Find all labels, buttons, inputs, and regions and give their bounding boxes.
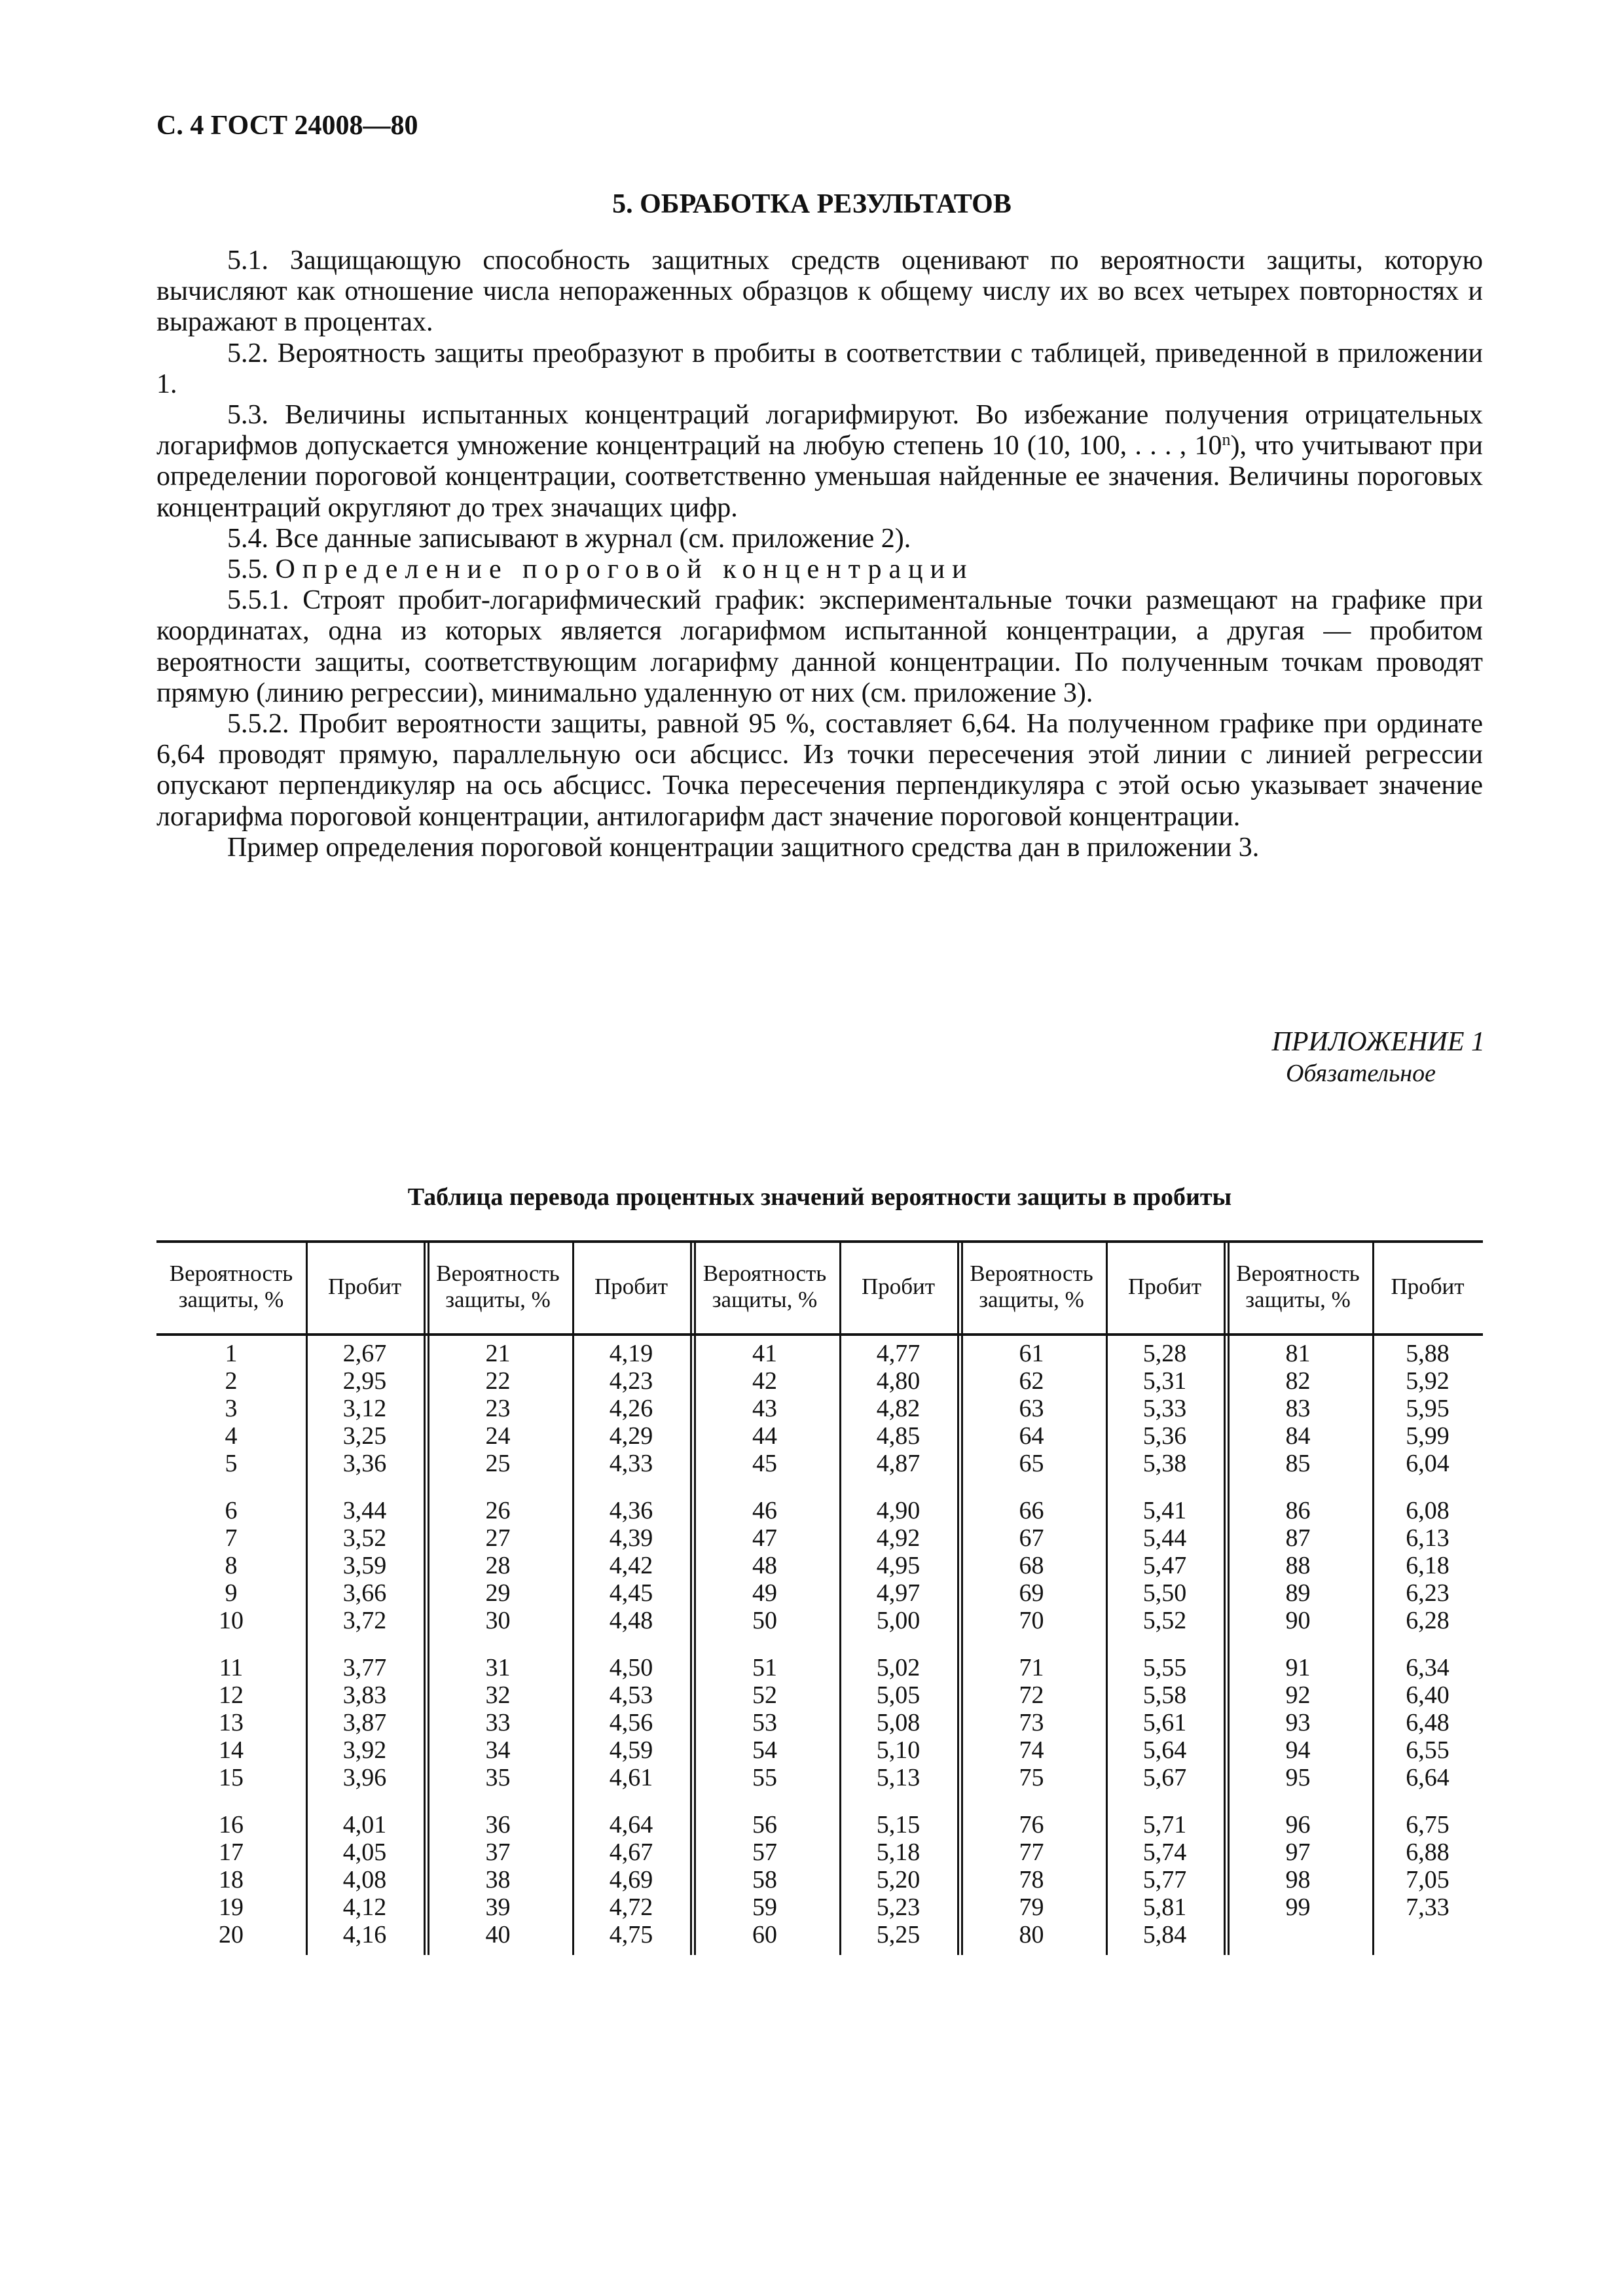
table-header-divider <box>156 1333 1483 1336</box>
probit-cell: 4,42 <box>609 1552 653 1579</box>
probit-cell: 4,64 <box>609 1811 653 1839</box>
paragraph-5-5 <box>156 554 1483 585</box>
probit-cell: 3,59 <box>342 1552 387 1579</box>
probability-cell: 82 <box>1285 1367 1311 1395</box>
probability-cell: 6 <box>225 1497 238 1524</box>
probit-cell: 2,95 <box>342 1367 387 1395</box>
probability-cell: 15 <box>219 1764 244 1791</box>
paragraph-5-5-title: Определение пороговой концентрации <box>275 554 974 585</box>
probability-cell: 22 <box>485 1367 511 1395</box>
probability-cell: 32 <box>485 1681 511 1709</box>
probit-cell: 5,00 <box>876 1607 921 1634</box>
probit-cell: 5,28 <box>1142 1340 1187 1367</box>
paragraph-5-3-part2: ), что учитывают при определении пороговой концентрации, соответственно уменьшая найденные ее значения. Величины пороговых концентраций округляют до трех значащих цифр. <box>156 431 1483 523</box>
probability-cell: 38 <box>485 1866 511 1893</box>
probit-cell: 4,97 <box>876 1579 921 1607</box>
probability-cell: 77 <box>1019 1839 1044 1866</box>
probit-cell: 7,05 <box>1406 1866 1450 1893</box>
probability-cell: 62 <box>1019 1367 1044 1395</box>
probability-cell: 58 <box>752 1866 777 1893</box>
probability-cell: 46 <box>752 1497 777 1524</box>
probit-cell: 3,36 <box>342 1450 387 1477</box>
probability-cell: 47 <box>752 1524 777 1552</box>
table-header-cell: Вероятность защиты, % <box>169 1261 293 1312</box>
probit-cell: 5,13 <box>876 1764 921 1791</box>
probit-cell: 6,34 <box>1406 1654 1450 1681</box>
probit-cell: 5,95 <box>1406 1395 1450 1422</box>
probit-cell: 5,67 <box>1142 1764 1187 1791</box>
section-body <box>156 245 1483 863</box>
probit-cell: 3,66 <box>342 1579 387 1607</box>
probability-cell: 19 <box>219 1893 244 1921</box>
probability-cell: 9 <box>225 1579 238 1607</box>
probit-cell: 4,72 <box>609 1893 653 1921</box>
probability-cell: 37 <box>485 1839 511 1866</box>
probability-cell: 60 <box>752 1921 777 1948</box>
probability-cell: 72 <box>1019 1681 1044 1709</box>
probit-cell: 5,05 <box>876 1681 921 1709</box>
probability-cell: 99 <box>1285 1893 1311 1921</box>
probit-cell: 5,64 <box>1142 1736 1187 1764</box>
probability-cell: 24 <box>485 1422 511 1450</box>
probit-cell: 4,92 <box>876 1524 921 1552</box>
probit-cell: 5,92 <box>1406 1367 1450 1395</box>
probit-cell: 4,36 <box>609 1497 653 1524</box>
probability-cell: 17 <box>219 1839 244 1866</box>
probability-cell: 51 <box>752 1654 777 1681</box>
appendix-title: ПРИЛОЖЕНИЕ 1 <box>1271 1027 1485 1057</box>
probability-cell: 3 <box>225 1395 238 1422</box>
probit-cell: 4,95 <box>876 1552 921 1579</box>
probit-cell: 4,26 <box>609 1395 653 1422</box>
probit-cell: 5,81 <box>1142 1893 1187 1921</box>
table-header-cell: Пробит <box>327 1274 402 1299</box>
probability-cell: 10 <box>219 1607 244 1634</box>
probit-cell: 4,53 <box>609 1681 653 1709</box>
probability-cell: 18 <box>219 1866 244 1893</box>
probit-cell: 5,52 <box>1142 1607 1187 1634</box>
table-header-cell: Пробит <box>861 1274 936 1299</box>
probability-cell: 57 <box>752 1839 777 1866</box>
probability-cell: 80 <box>1019 1921 1044 1948</box>
probability-cell: 35 <box>485 1764 511 1791</box>
probit-cell: 5,10 <box>876 1736 921 1764</box>
probability-cell: 63 <box>1019 1395 1044 1422</box>
probability-cell: 91 <box>1285 1654 1311 1681</box>
probability-cell: 8 <box>225 1552 238 1579</box>
probit-cell: 4,23 <box>609 1367 653 1395</box>
probability-cell: 97 <box>1285 1839 1311 1866</box>
probability-cell: 92 <box>1285 1681 1311 1709</box>
probability-cell: 96 <box>1285 1811 1311 1839</box>
table-header-cell: Вероятность защиты, % <box>1236 1261 1360 1312</box>
probability-cell: 40 <box>485 1921 511 1948</box>
probit-cell: 4,01 <box>342 1811 387 1839</box>
probability-cell: 31 <box>485 1654 511 1681</box>
paragraph-5-4: 5.4. Все данные записывают в журнал (см. приложение 2). <box>227 523 911 554</box>
table-header-cell: Пробит <box>1391 1274 1465 1299</box>
probability-cell: 55 <box>752 1764 777 1791</box>
probit-cell: 5,41 <box>1142 1497 1187 1524</box>
probability-cell: 90 <box>1285 1607 1311 1634</box>
probability-cell: 75 <box>1019 1764 1044 1791</box>
probit-cell: 5,99 <box>1406 1422 1450 1450</box>
probit-cell: 5,08 <box>876 1709 921 1736</box>
probit-cell: 5,31 <box>1142 1367 1187 1395</box>
probit-cell: 5,38 <box>1142 1450 1187 1477</box>
probit-cell: 5,15 <box>876 1811 921 1839</box>
probability-cell: 71 <box>1019 1654 1044 1681</box>
probit-cell: 5,55 <box>1142 1654 1187 1681</box>
probability-cell: 70 <box>1019 1607 1044 1634</box>
probit-cell: 4,29 <box>609 1422 653 1450</box>
probit-cell: 3,92 <box>342 1736 387 1764</box>
probit-cell: 5,74 <box>1142 1839 1187 1866</box>
probability-cell: 73 <box>1019 1709 1044 1736</box>
probability-cell: 98 <box>1285 1866 1311 1893</box>
probability-cell: 79 <box>1019 1893 1044 1921</box>
probit-cell: 4,08 <box>342 1866 387 1893</box>
probability-cell: 53 <box>752 1709 777 1736</box>
probability-cell: 67 <box>1019 1524 1044 1552</box>
probit-cell: 5,58 <box>1142 1681 1187 1709</box>
probit-cell: 4,19 <box>609 1340 653 1367</box>
probit-cell: 6,28 <box>1406 1607 1450 1634</box>
table-header-cell: Вероятность защиты, % <box>702 1261 827 1312</box>
probit-cell: 6,23 <box>1406 1579 1450 1607</box>
paragraph-5-3-part1: 5.3. Величины испытанных концентраций логарифмируют. Во избежание получения отрицательных логарифмов допускается умножение концентраций на любую степень 10 (10, 100, . . . , 10 <box>156 400 1483 461</box>
probit-cell: 4,75 <box>609 1921 653 1948</box>
probability-cell: 36 <box>485 1811 511 1839</box>
probability-cell: 74 <box>1019 1736 1044 1764</box>
probability-cell: 43 <box>752 1395 777 1422</box>
probability-cell: 20 <box>219 1921 244 1948</box>
probit-cell: 5,25 <box>876 1921 921 1948</box>
paragraph-5-3 <box>156 400 1483 524</box>
probability-cell: 61 <box>1019 1340 1044 1367</box>
probit-cell: 4,39 <box>609 1524 653 1552</box>
probability-cell: 59 <box>752 1893 777 1921</box>
probability-cell: 2 <box>225 1367 238 1395</box>
probit-cell: 6,64 <box>1406 1764 1450 1791</box>
probit-cell: 5,61 <box>1142 1709 1187 1736</box>
page-header: С. 4 ГОСТ 24008—80 <box>156 111 418 141</box>
paragraph-5-5-1: 5.5.1. Строят пробит-логарифмический график: экспериментальные точки размещают на графике при координатах, одна из которых является логарифмом испытанной концентрации, а другая — пробитом вероятности защиты, соответствующим логарифму данной концентрации. По полученным точкам проводят прямую (линию регрессии), минимально удаленную от них (см. приложение 3). <box>156 585 1483 708</box>
probit-cell: 4,59 <box>609 1736 653 1764</box>
probability-cell: 49 <box>752 1579 777 1607</box>
probit-cell: 4,56 <box>609 1709 653 1736</box>
probit-cell: 3,87 <box>342 1709 387 1736</box>
probit-cell: 5,71 <box>1142 1811 1187 1839</box>
probability-cell: 45 <box>752 1450 777 1477</box>
probit-cell: 6,88 <box>1406 1839 1450 1866</box>
probability-cell: 4 <box>225 1422 238 1450</box>
probability-cell: 95 <box>1285 1764 1311 1791</box>
probit-cell: 3,25 <box>342 1422 387 1450</box>
probit-cell: 5,36 <box>1142 1422 1187 1450</box>
probit-cell: 6,13 <box>1406 1524 1450 1552</box>
probit-cell: 7,33 <box>1406 1893 1450 1921</box>
probability-cell: 14 <box>219 1736 244 1764</box>
probability-cell: 86 <box>1285 1497 1311 1524</box>
superscript-n: n <box>1222 430 1231 450</box>
probability-cell: 54 <box>752 1736 777 1764</box>
probability-cell: 41 <box>752 1340 777 1367</box>
probit-cell: 3,72 <box>342 1607 387 1634</box>
probit-cell: 4,48 <box>609 1607 653 1634</box>
probit-cell: 4,80 <box>876 1367 921 1395</box>
probit-cell: 5,23 <box>876 1893 921 1921</box>
probability-cell: 89 <box>1285 1579 1311 1607</box>
probability-cell: 7 <box>225 1524 238 1552</box>
probability-cell: 12 <box>219 1681 244 1709</box>
probit-cell: 3,44 <box>342 1497 387 1524</box>
probit-cell: 5,84 <box>1142 1921 1187 1948</box>
probability-cell: 11 <box>219 1654 244 1681</box>
probability-cell: 39 <box>485 1893 511 1921</box>
probit-cell: 6,55 <box>1406 1736 1450 1764</box>
section-title: 5. ОБРАБОТКА РЕЗУЛЬТАТОВ <box>612 189 1012 219</box>
probit-cell: 6,04 <box>1406 1450 1450 1477</box>
probability-cell: 34 <box>485 1736 511 1764</box>
probit-cell: 5,02 <box>876 1654 921 1681</box>
probit-cell: 4,67 <box>609 1839 653 1866</box>
probit-cell: 4,77 <box>876 1340 921 1367</box>
probit-cell: 6,08 <box>1406 1497 1450 1524</box>
probit-cell: 5,44 <box>1142 1524 1187 1552</box>
probit-cell: 4,50 <box>609 1654 653 1681</box>
paragraph-5-1: 5.1. Защищающую способность защитных средств оценивают по вероятности защиты, которую вычисляют как отношение числа непораженных образцов к общему числу их во всех четырех повторностях и выражают в процентах. <box>156 245 1483 338</box>
table-header-cell: Вероятность защиты, % <box>436 1261 560 1312</box>
probability-cell: 83 <box>1285 1395 1311 1422</box>
paragraph-5-5-2: 5.5.2. Пробит вероятности защиты, равной 95 %, составляет 6,64. На полученном графике при ординате 6,64 проводят прямую, параллельную оси абсцисс. Из точки пересечения этой линии с линией регрессии опускают перпендикуляр на ось абсцисс. Точка пересечения перпендикуляра с этой осью указывает значение логарифма пороговой концентрации, антилогарифм даст значение пороговой концентрации. <box>156 709 1483 832</box>
probability-cell: 65 <box>1019 1450 1044 1477</box>
probit-cell: 5,20 <box>876 1866 921 1893</box>
probability-cell: 69 <box>1019 1579 1044 1607</box>
table-header-cell: Пробит <box>594 1274 668 1299</box>
probit-cell: 5,77 <box>1142 1866 1187 1893</box>
probability-cell: 68 <box>1019 1552 1044 1579</box>
probit-cell: 3,83 <box>342 1681 387 1709</box>
probit-cell: 3,96 <box>342 1764 387 1791</box>
probability-cell: 84 <box>1285 1422 1311 1450</box>
probit-cell: 5,50 <box>1142 1579 1187 1607</box>
probability-cell: 29 <box>485 1579 511 1607</box>
probit-cell: 5,47 <box>1142 1552 1187 1579</box>
probability-cell: 93 <box>1285 1709 1311 1736</box>
probability-cell: 88 <box>1285 1552 1311 1579</box>
probit-cell: 4,61 <box>609 1764 653 1791</box>
probability-cell: 16 <box>219 1811 244 1839</box>
probability-cell: 5 <box>225 1450 238 1477</box>
table-header-cell: Пробит <box>1127 1274 1202 1299</box>
probit-cell: 4,16 <box>342 1921 387 1948</box>
paragraph-5-5-number: 5.5. <box>227 554 276 585</box>
probability-cell: 76 <box>1019 1811 1044 1839</box>
probit-cell: 5,33 <box>1142 1395 1187 1422</box>
probability-cell: 56 <box>752 1811 777 1839</box>
probit-cell: 4,05 <box>342 1839 387 1866</box>
probit-cell: 3,12 <box>342 1395 387 1422</box>
paragraph-example: Пример определения пороговой концентрации защитного средства дан в приложении 3. <box>227 832 1260 863</box>
probability-cell: 94 <box>1285 1736 1311 1764</box>
probability-cell: 48 <box>752 1552 777 1579</box>
probit-cell: 6,18 <box>1406 1552 1450 1579</box>
probit-cell: 2,67 <box>342 1340 387 1367</box>
probability-cell: 78 <box>1019 1866 1044 1893</box>
probability-cell: 33 <box>485 1709 511 1736</box>
probit-cell: 4,69 <box>609 1866 653 1893</box>
probit-cell: 4,12 <box>342 1893 387 1921</box>
probability-cell: 52 <box>752 1681 777 1709</box>
probit-cell: 4,85 <box>876 1422 921 1450</box>
probit-cell: 5,88 <box>1406 1340 1450 1367</box>
probit-cell: 4,45 <box>609 1579 653 1607</box>
probit-cell: 5,18 <box>876 1839 921 1866</box>
paragraph-5-2: 5.2. Вероятность защиты преобразуют в пробиты в соответствии с таблицей, приведенной в приложении 1. <box>156 338 1483 399</box>
probit-cell: 4,33 <box>609 1450 653 1477</box>
probability-cell: 1 <box>225 1340 238 1367</box>
table-caption: Таблица перевода процентных значений вероятности защиты в пробиты <box>407 1183 1232 1211</box>
probability-cell: 26 <box>485 1497 511 1524</box>
probability-cell: 13 <box>219 1709 244 1736</box>
appendix-subtitle: Обязательное <box>1285 1060 1436 1087</box>
probit-cell: 3,77 <box>342 1654 387 1681</box>
probability-cell: 81 <box>1285 1340 1311 1367</box>
probability-cell: 85 <box>1285 1450 1311 1477</box>
probability-cell: 64 <box>1019 1422 1044 1450</box>
probability-cell: 25 <box>485 1450 511 1477</box>
probability-cell: 66 <box>1019 1497 1044 1524</box>
table-header-cell: Вероятность защиты, % <box>970 1261 1093 1312</box>
probability-cell: 27 <box>485 1524 511 1552</box>
probability-cell: 87 <box>1285 1524 1311 1552</box>
probability-cell: 21 <box>485 1340 511 1367</box>
probability-cell: 50 <box>752 1607 777 1634</box>
probability-cell: 23 <box>485 1395 511 1422</box>
probit-cell: 6,48 <box>1406 1709 1450 1736</box>
probability-cell: 42 <box>752 1367 777 1395</box>
probit-cell: 4,90 <box>876 1497 921 1524</box>
probability-cell: 28 <box>485 1552 511 1579</box>
probability-cell: 44 <box>752 1422 777 1450</box>
probit-cell: 4,87 <box>876 1450 921 1477</box>
probit-table <box>156 1240 1483 1955</box>
probit-cell: 6,40 <box>1406 1681 1450 1709</box>
probit-cell: 3,52 <box>342 1524 387 1552</box>
probit-cell: 4,82 <box>876 1395 921 1422</box>
probability-cell: 30 <box>485 1607 511 1634</box>
probit-cell: 6,75 <box>1406 1811 1450 1839</box>
